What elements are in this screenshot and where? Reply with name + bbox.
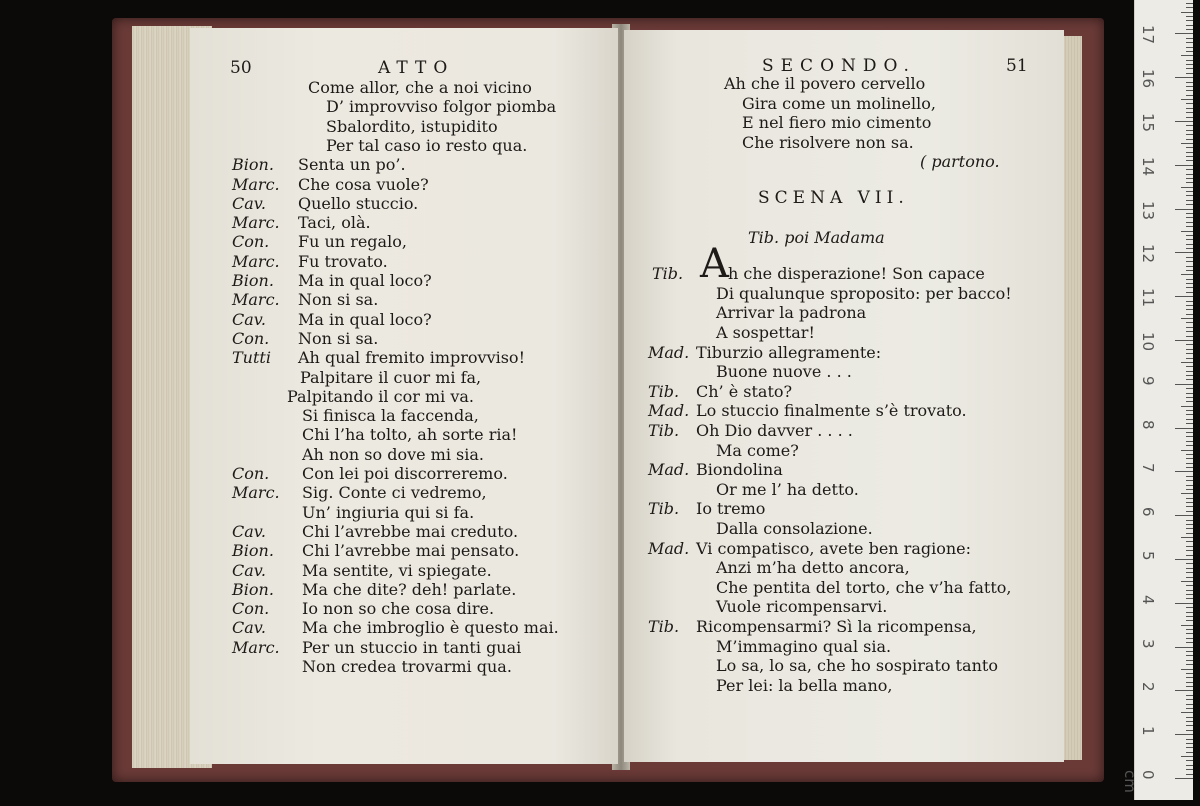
speaker-name: Cav. [232, 193, 267, 213]
ruler-label: 0 cm [1121, 770, 1157, 793]
dialogue-line: A sospettar! [716, 323, 815, 342]
ruler-tick [1181, 55, 1193, 56]
ruler-tick [1186, 152, 1193, 153]
ruler-tick [1186, 765, 1193, 766]
verse-line: Chi l’ha tolto, ah sorte ria! [302, 425, 518, 445]
ruler-tick [1186, 555, 1193, 556]
verse-line: E nel fiero mio cimento [742, 113, 932, 132]
ruler-label: 6 [1139, 507, 1157, 517]
ruler-tick [1186, 270, 1193, 271]
ruler-tick [1181, 669, 1193, 670]
dialogue-line: Lo sa, lo sa, che ho sospirato tanto [716, 656, 998, 676]
ruler-tick [1186, 287, 1193, 288]
ruler-tick [1186, 200, 1193, 201]
ruler-tick [1186, 568, 1193, 569]
dialogue-line: Or me l’ ha detto. [716, 479, 859, 499]
right-page [624, 30, 1064, 762]
ruler-tick [1186, 642, 1193, 643]
ruler-label: 2 [1139, 682, 1157, 692]
dialogue-line: Quello stuccio. [298, 193, 419, 213]
ruler-tick [1181, 187, 1193, 188]
speaker-name: Tib. [648, 421, 680, 440]
dialogue-line: h che disperazione! Son capace [728, 264, 985, 283]
ruler-tick [1186, 95, 1193, 96]
ruler-tick [1186, 305, 1193, 306]
ruler-tick [1175, 778, 1193, 779]
ruler-tick [1186, 747, 1193, 748]
ruler-tick [1186, 331, 1193, 332]
ruler-tick [1186, 379, 1193, 380]
ruler-tick [1186, 344, 1193, 345]
ruler-tick [1186, 607, 1193, 608]
ruler-tick [1186, 520, 1193, 521]
speaker-name: Con. [232, 232, 270, 252]
ruler-tick [1181, 406, 1193, 407]
dialogue-line: Lo stuccio finalmente s’è trovato. [696, 401, 967, 421]
ruler-tick [1186, 660, 1193, 661]
ruler-tick [1186, 633, 1193, 634]
ruler-tick [1186, 774, 1193, 775]
dialogue-line: M’immagino qual sia. [716, 636, 892, 656]
ruler-tick [1181, 756, 1193, 757]
ruler-tick [1186, 204, 1193, 205]
dialogue-line: Fu un regalo, [298, 232, 407, 252]
ruler-tick [1181, 274, 1193, 275]
ruler-tick [1186, 594, 1193, 595]
ruler-tick [1186, 458, 1193, 459]
speaker-name: Marc. [232, 637, 280, 657]
ruler-tick [1186, 134, 1193, 135]
ruler-tick [1186, 139, 1193, 140]
speaker-name: Tib. [652, 264, 684, 283]
ruler-tick [1186, 699, 1193, 700]
ruler-tick [1175, 77, 1193, 78]
speaker-name: Mad. [648, 401, 690, 421]
dialogue-line: Ah qual fremito improvviso! [298, 348, 525, 368]
ruler-tick [1186, 730, 1193, 731]
speaker-name: Bion. [232, 541, 274, 561]
scene-title: SCENA VII. [758, 188, 909, 208]
dialogue-line: Anzi m’ha detto ancora, [716, 558, 910, 578]
ruler-label: 1 [1139, 726, 1157, 736]
verse-line: Gira come un molinello, [742, 93, 936, 113]
dialogue-line: Ricompensarmi? Sì la ricompensa, [696, 617, 977, 636]
dialogue-line: Un’ ingiuria qui si fa. [302, 502, 475, 522]
dialogue-line: Ma come? [716, 440, 799, 460]
ruler-tick [1186, 682, 1193, 683]
ruler-tick [1186, 266, 1193, 267]
verse-line: D’ improvviso folgor piomba [326, 97, 557, 117]
speaker-name: Mad. [648, 538, 690, 558]
ruler-tick [1186, 463, 1193, 464]
ruler-label: 11 [1139, 288, 1157, 308]
dialogue-line: Non si sa. [298, 290, 379, 310]
ruler-tick [1186, 638, 1193, 639]
ruler-tick [1186, 752, 1193, 753]
ruler-tick [1186, 598, 1193, 599]
dialogue-line: Per lei: la bella mano, [716, 675, 893, 695]
ruler-tick [1186, 147, 1193, 148]
ruler-tick [1186, 371, 1193, 372]
speaker-name: Marc. [232, 483, 280, 503]
ruler-tick [1186, 708, 1193, 709]
ruler-label: 5 [1139, 551, 1157, 561]
ruler-tick [1186, 528, 1193, 529]
ruler-tick [1186, 16, 1193, 17]
ruler-tick [1186, 612, 1193, 613]
dialogue-line: Io tremo [696, 499, 766, 519]
speaker-name: Tutti [232, 348, 271, 368]
ruler-tick [1175, 559, 1193, 560]
dialogue-line: Oh Dio davver . . . . [696, 421, 853, 440]
verse-line: Palpitare il cuor mi fa, [300, 367, 482, 387]
right-page-edges [1064, 36, 1082, 760]
ruler-tick [1186, 244, 1193, 245]
drop-cap: A [700, 241, 729, 287]
ruler-tick [1186, 174, 1193, 175]
ruler-label: 8 [1139, 419, 1157, 430]
ruler-tick [1186, 502, 1193, 503]
ruler-tick [1186, 239, 1193, 240]
ruler-tick [1175, 471, 1193, 472]
speaker-name: Cav. [232, 560, 267, 580]
ruler-tick [1186, 436, 1193, 437]
ruler-tick [1186, 191, 1193, 192]
speaker-name: Marc. [232, 174, 280, 194]
ruler-tick [1186, 664, 1193, 665]
ruler-tick [1175, 603, 1193, 604]
ruler-tick [1186, 533, 1193, 534]
dialogue-line: Con lei poi discorreremo. [302, 464, 508, 483]
speaker-name: Cav. [232, 618, 267, 638]
dialogue-line: Ma sentite, vi spiegate. [302, 560, 492, 580]
ruler-tick [1186, 42, 1193, 43]
ruler-tick [1186, 261, 1193, 262]
dialogue-line: Sig. Conte ci vedremo, [302, 483, 487, 503]
ruler-tick [1181, 581, 1193, 582]
speaker-name: Mad. [648, 342, 690, 362]
dialogue-line: Arrivar la padrona [716, 303, 867, 323]
scene-subtitle: Tib. poi Madama [748, 228, 885, 247]
ruler-tick [1175, 428, 1193, 429]
ruler-tick [1186, 572, 1193, 573]
ruler-tick [1186, 248, 1193, 249]
ruler-tick [1181, 493, 1193, 494]
dialogue-line: Vuole ricompensarvi. [716, 597, 888, 617]
dialogue-line: Senta un po’. [298, 155, 406, 175]
ruler-label: 12 [1139, 244, 1157, 264]
ruler-tick [1186, 760, 1193, 761]
ruler-tick [1175, 165, 1193, 166]
ruler-tick [1186, 82, 1193, 83]
ruler-tick [1186, 629, 1193, 630]
ruler-tick [1186, 677, 1193, 678]
ruler-tick [1186, 393, 1193, 394]
ruler-tick [1186, 301, 1193, 302]
ruler-tick [1186, 68, 1193, 69]
speaker-name: Cav. [232, 521, 267, 541]
ruler-tick [1186, 103, 1193, 104]
dialogue-line: Chi l’avrebbe mai pensato. [302, 541, 520, 561]
ruler-tick [1186, 156, 1193, 157]
ruler-label: 17 [1139, 25, 1157, 45]
ruler-tick [1186, 327, 1193, 328]
speaker-name: Bion. [232, 579, 274, 599]
ruler-tick [1186, 336, 1193, 337]
ruler-tick [1186, 686, 1193, 687]
dialogue-line: Ma che imbroglio è questo mai. [302, 618, 559, 638]
running-head: ATTO [378, 58, 455, 78]
ruler-tick [1186, 620, 1193, 621]
ruler-tick [1186, 432, 1193, 433]
ruler-tick [1186, 541, 1193, 542]
ruler-label: 10 [1139, 332, 1157, 352]
dialogue-line: Per un stuccio in tanti guai [302, 637, 522, 657]
ruler-tick [1186, 401, 1193, 402]
dialogue-line: Biondolina [696, 460, 783, 480]
ruler-tick [1186, 498, 1193, 499]
verse-line: Come allor, che a noi vicino [308, 78, 532, 97]
ruler-tick [1186, 257, 1193, 258]
verse-line: Palpitando il cor mi va. [287, 386, 474, 406]
ruler-tick [1175, 515, 1193, 516]
ruler-label: 3 [1139, 638, 1157, 649]
ruler-tick [1186, 616, 1193, 617]
dialogue-line: Non credea trovarmi qua. [302, 657, 512, 676]
ruler-tick [1186, 213, 1193, 214]
ruler-tick [1186, 358, 1193, 359]
ruler-tick [1186, 3, 1193, 4]
ruler-tick [1186, 563, 1193, 564]
measuring-ruler [1121, 0, 1193, 800]
ruler-tick [1186, 511, 1193, 512]
dialogue-line: Io non so che cosa dire. [302, 599, 495, 619]
ruler-tick [1186, 353, 1193, 354]
ruler-label: 16 [1139, 69, 1157, 89]
ruler-tick [1186, 160, 1193, 161]
ruler-tick [1186, 366, 1193, 367]
dialogue-line: Fu trovato. [298, 251, 388, 271]
ruler-tick [1186, 769, 1193, 770]
ruler-tick [1181, 450, 1193, 451]
ruler-tick [1175, 121, 1193, 122]
ruler-label: 15 [1139, 113, 1157, 133]
ruler-tick [1186, 178, 1193, 179]
ruler-tick [1181, 143, 1193, 144]
ruler-tick [1186, 29, 1193, 30]
ruler-tick [1186, 292, 1193, 293]
ruler-tick [1186, 47, 1193, 48]
ruler-tick [1186, 480, 1193, 481]
dialogue-line: Chi l’avrebbe mai creduto. [302, 521, 519, 541]
ruler-tick [1186, 314, 1193, 315]
ruler-tick [1186, 279, 1193, 280]
ruler-tick [1186, 476, 1193, 477]
speaker-name: Con. [232, 464, 270, 483]
speaker-name: Marc. [232, 290, 280, 310]
verse-line: Per tal caso io resto qua. [326, 135, 528, 155]
ruler-tick [1175, 209, 1193, 210]
ruler-tick [1175, 33, 1193, 34]
ruler-tick [1181, 99, 1193, 100]
ruler-tick [1181, 712, 1193, 713]
ruler-tick [1186, 7, 1193, 8]
ruler-label: 14 [1139, 156, 1157, 176]
ruler-tick [1186, 410, 1193, 411]
ruler-tick [1186, 51, 1193, 52]
ruler-tick [1186, 397, 1193, 398]
dialogue-line: Ch’ è stato? [696, 381, 793, 401]
ruler-tick [1186, 743, 1193, 744]
dialogue-line: Ma in qual loco? [298, 309, 432, 329]
speaker-name: Bion. [232, 271, 274, 290]
ruler-tick [1186, 388, 1193, 389]
running-head: SECONDO. [762, 56, 916, 76]
ruler-tick [1186, 73, 1193, 74]
ruler-tick [1181, 231, 1193, 232]
dialogue-line: Buone nuove . . . [716, 362, 852, 382]
ruler-tick [1186, 550, 1193, 551]
page-number: 51 [1006, 56, 1028, 76]
speaker-name: Con. [232, 328, 270, 348]
ruler-tick [1186, 739, 1193, 740]
ruler-tick [1175, 690, 1193, 691]
ruler-tick [1186, 90, 1193, 91]
ruler-tick [1186, 182, 1193, 183]
ruler-tick [1175, 647, 1193, 648]
ruler-tick [1186, 419, 1193, 420]
ruler-label: 13 [1139, 200, 1157, 220]
speaker-name: Bion. [232, 155, 274, 175]
ruler-tick [1186, 86, 1193, 87]
speaker-name: Marc. [232, 251, 280, 271]
ruler-tick [1186, 309, 1193, 310]
ruler-tick [1186, 414, 1193, 415]
ruler-tick [1186, 349, 1193, 350]
ruler-tick [1186, 717, 1193, 718]
ruler-tick [1181, 318, 1193, 319]
ruler-tick [1186, 673, 1193, 674]
ruler-tick [1186, 375, 1193, 376]
ruler-tick [1186, 467, 1193, 468]
ruler-tick [1186, 117, 1193, 118]
ruler-tick [1186, 169, 1193, 170]
ruler-tick [1175, 340, 1193, 341]
dialogue-line: Ma che dite? deh! parlate. [302, 579, 517, 599]
page-number: 50 [230, 58, 252, 78]
speaker-name: Tib. [648, 617, 680, 636]
ruler-tick [1186, 546, 1193, 547]
speaker-name: Tib. [648, 381, 680, 401]
ruler-tick [1186, 725, 1193, 726]
dialogue-line: Di qualunque sproposito: per bacco! [716, 283, 1012, 303]
ruler-tick [1186, 577, 1193, 578]
ruler-tick [1186, 590, 1193, 591]
ruler-tick [1186, 38, 1193, 39]
ruler-label: 4 [1139, 594, 1157, 605]
dialogue-line: Ma in qual loco? [298, 271, 432, 290]
ruler-tick [1186, 226, 1193, 227]
ruler-tick [1186, 108, 1193, 109]
ruler-tick [1186, 721, 1193, 722]
ruler-tick [1186, 651, 1193, 652]
speaker-name: Tib. [648, 499, 680, 519]
ruler-tick [1186, 454, 1193, 455]
speaker-name: Cav. [232, 309, 267, 329]
ruler-tick [1186, 217, 1193, 218]
ruler-tick [1186, 25, 1193, 26]
ruler-tick [1186, 195, 1193, 196]
stage-direction: ( partono. [920, 152, 1000, 171]
dialogue-line: Vi compatisco, avete ben ragione: [696, 538, 972, 558]
ruler-tick [1186, 283, 1193, 284]
ruler-tick [1181, 362, 1193, 363]
ruler-tick [1186, 112, 1193, 113]
speaker-name: Marc. [232, 213, 280, 233]
ruler-label: 7 [1139, 463, 1157, 473]
ruler-tick [1175, 296, 1193, 297]
verse-line: Ah non so dove mi sia. [302, 444, 484, 464]
ruler-tick [1186, 445, 1193, 446]
ruler-tick [1186, 585, 1193, 586]
ruler-tick [1186, 235, 1193, 236]
ruler-tick [1186, 423, 1193, 424]
ruler-tick [1186, 222, 1193, 223]
ruler-tick [1186, 441, 1193, 442]
ruler-tick [1175, 734, 1193, 735]
ruler-tick [1181, 12, 1193, 13]
ruler-tick [1181, 537, 1193, 538]
dialogue-line: Non si sa. [298, 328, 379, 348]
speaker-name: Mad. [648, 460, 690, 480]
ruler-tick [1175, 252, 1193, 253]
dialogue-line: Taci, olà. [298, 213, 371, 233]
ruler-tick [1186, 655, 1193, 656]
ruler-label: 9 [1139, 375, 1157, 386]
dialogue-line: Dalla consolazione. [716, 519, 873, 538]
dialogue-line: Che cosa vuole? [298, 174, 429, 194]
dialogue-line: Tiburzio allegramente: [696, 342, 882, 362]
ruler-tick [1186, 64, 1193, 65]
speaker-name: Con. [232, 599, 270, 619]
ruler-tick [1186, 489, 1193, 490]
dialogue-line: Che pentita del torto, che v’ha fatto, [716, 577, 1012, 597]
ruler-tick [1186, 20, 1193, 21]
ruler-tick [1181, 625, 1193, 626]
ruler-tick [1175, 384, 1193, 385]
verse-line: Si finisca la faccenda, [302, 406, 479, 426]
ruler-tick [1186, 506, 1193, 507]
ruler-tick [1186, 125, 1193, 126]
ruler-tick [1186, 60, 1193, 61]
verse-line: Che risolvere non sa. [742, 132, 914, 152]
left-page [190, 28, 618, 764]
ruler-tick [1186, 485, 1193, 486]
ruler-tick [1186, 524, 1193, 525]
ruler-tick [1186, 130, 1193, 131]
ruler-tick [1186, 322, 1193, 323]
verse-line: Sbalordito, istupidito [326, 116, 498, 136]
ruler-tick [1186, 704, 1193, 705]
verse-line: Ah che il povero cervello [724, 74, 926, 93]
ruler-tick [1186, 695, 1193, 696]
